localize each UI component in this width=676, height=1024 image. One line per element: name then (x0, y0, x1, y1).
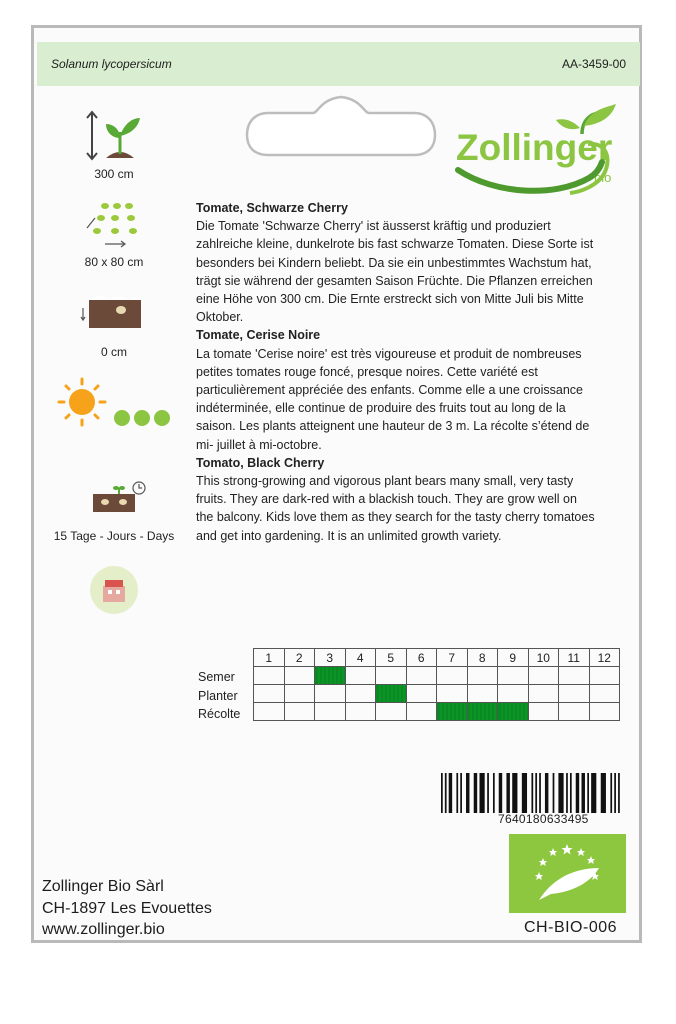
barcode-bar (499, 773, 502, 813)
height-icon (84, 110, 144, 162)
description-line: Oktober. (196, 310, 244, 325)
company-name: Zollinger Bio Sàrl (42, 878, 164, 895)
calendar-cell (345, 703, 376, 721)
calendar-cell (437, 685, 468, 703)
calendar-cell (559, 685, 590, 703)
eu-organic-logo (509, 834, 626, 913)
barcode-bar (512, 773, 517, 813)
calendar-month-8: 8 (467, 649, 498, 667)
children-badge-icon (88, 564, 140, 616)
sun-icon (56, 376, 108, 428)
variety-descriptions (196, 199, 616, 545)
calendar-cell (559, 703, 590, 721)
depth-block (34, 290, 194, 359)
description-line: petites tomates rouge foncé, presque noires. Cette variété est (196, 364, 538, 379)
barcode-bar (506, 773, 509, 813)
company-info (42, 876, 212, 941)
description-line: mi- juillet à mi-octobre. (196, 437, 322, 452)
calendar-cell (559, 667, 590, 685)
sun-level-icon (112, 408, 172, 428)
description-line: fruits. They are dark-red with a blackish touch. They are grow well on (196, 492, 577, 507)
calendar-month-10: 10 (528, 649, 559, 667)
description-line: This strong-growing and vigorous plant bears many small, very tasty (196, 474, 574, 489)
barcode-bar (522, 773, 527, 813)
barcode-bar (479, 773, 484, 813)
germination-icon (79, 480, 149, 516)
sowing-calendar (253, 648, 620, 721)
calendar-month-7: 7 (437, 649, 468, 667)
calendar-cell (467, 685, 498, 703)
calendar-month-6: 6 (406, 649, 437, 667)
barcode-bar (618, 773, 620, 813)
calendar-cell (406, 703, 437, 721)
calendar-month-1: 1 (254, 649, 285, 667)
calendar-cell (254, 667, 285, 685)
calendar-header-row (254, 649, 620, 667)
eu-organic-leaf-icon (509, 834, 626, 913)
calendar-month-11: 11 (559, 649, 590, 667)
barcode-bar (610, 773, 612, 813)
header-bar (37, 42, 640, 86)
barcode-bar (601, 773, 606, 813)
germination-label: 15 Tage - Jours - Days (53, 529, 175, 543)
calendar-cell (406, 667, 437, 685)
company-website[interactable]: www.zollinger.bio (42, 921, 165, 938)
calendar-cell (498, 685, 529, 703)
calendar-month-5: 5 (376, 649, 407, 667)
calendar-cell (284, 703, 315, 721)
hang-hole (243, 93, 439, 157)
barcode-bar (487, 773, 489, 813)
description-line: particulièrement appréciée des enfants. Comme elle a une croissance (196, 383, 584, 398)
calendar-month-9: 9 (498, 649, 529, 667)
description-line: indéterminée, elle continue de produire des fruits tout au long de la (196, 401, 566, 416)
description-title-en: Tomato, Black Cherry (196, 455, 325, 470)
barcode-bar (445, 773, 447, 813)
barcode-bar (566, 773, 568, 813)
barcode-bar (539, 773, 541, 813)
calendar-label-semer: Semer (198, 670, 235, 684)
calendar-cell-active (498, 703, 529, 721)
bio-certification-code: CH-BIO-006 (524, 919, 618, 936)
calendar-cell (589, 703, 620, 721)
barcode-bar (591, 773, 596, 813)
germination-block (34, 480, 194, 543)
calendar-month-4: 4 (345, 649, 376, 667)
calendar-month-2: 2 (284, 649, 315, 667)
seed-packet-back (31, 25, 642, 943)
latin-name: Solanum lycopersicum (51, 57, 172, 71)
calendar-cell (376, 703, 407, 721)
barcode-bar (582, 773, 585, 813)
description-line: besonders bei Kindern beliebt. Da sie ein unbestimmtes Wachstum hat, (196, 255, 592, 270)
article-number: AA-3459-00 (561, 57, 626, 71)
barcode-bar (466, 773, 469, 813)
calendar-cell (528, 703, 559, 721)
calendar-row (254, 667, 620, 685)
description-line: saison. Les plants atteignent une hauteur de 3 m. La récolte s’étend de (196, 419, 590, 434)
calendar-cell (528, 685, 559, 703)
barcode-bar (553, 773, 555, 813)
calendar-cell (315, 685, 346, 703)
calendar-cell-active (315, 667, 346, 685)
spacing-icon (79, 198, 149, 250)
calendar-cell (437, 667, 468, 685)
spacing-block (34, 198, 194, 269)
calendar-cell-active (467, 703, 498, 721)
description-line: La tomate 'Cerise noire' est très vigoureuse et produit de nombreuses (196, 346, 582, 361)
description-title-fr: Tomate, Cerise Noire (196, 328, 321, 343)
description-line: trägt sie während der gesamten Saison Früchte. Die Pflanzen erreichen (196, 273, 593, 288)
barcode-bar (474, 773, 477, 813)
height-block (34, 110, 194, 181)
calendar-cell (467, 667, 498, 685)
calendar-month-12: 12 (589, 649, 620, 667)
description-title-de: Tomate, Schwarze Cherry (196, 201, 348, 215)
barcode-bar (587, 773, 589, 813)
barcode-bar (576, 773, 579, 813)
calendar-cell (406, 685, 437, 703)
calendar-cell (589, 685, 620, 703)
calendar-cell (498, 667, 529, 685)
calendar-cell-active (376, 685, 407, 703)
barcode-bar (460, 773, 462, 813)
barcode-number: 7640180633495 (498, 812, 589, 826)
calendar-label-recolte: Récolte (198, 707, 241, 721)
calendar-cell (315, 703, 346, 721)
depth-label: 0 cm (100, 345, 127, 359)
barcode-bar (614, 773, 616, 813)
zollinger-logo (454, 98, 640, 210)
description-line: the balcony. Kids love them as they search for the tasty cherry tomatoes (196, 510, 595, 525)
calendar-row (254, 703, 620, 721)
height-label: 300 cm (94, 167, 134, 181)
calendar-cell (254, 685, 285, 703)
barcode (441, 773, 620, 813)
calendar-cell (345, 685, 376, 703)
barcode-bar (545, 773, 548, 813)
barcode-bar (570, 773, 572, 813)
children-badge-block (34, 564, 194, 621)
sowing-depth-icon (79, 290, 149, 340)
calendar-cell (376, 667, 407, 685)
calendar-cell (254, 703, 285, 721)
logo-bio: bio (594, 170, 612, 185)
calendar-label-planter: Planter (198, 688, 238, 703)
company-address: CH-1897 Les Evouettes (42, 899, 212, 917)
description-line: and get into gardening. It is an unlimited growth variety. (196, 528, 502, 543)
calendar-cell-active (437, 703, 468, 721)
calendar-cell (528, 667, 559, 685)
sun-block (34, 376, 194, 433)
description-line: Die Tomate 'Schwarze Cherry' ist äusserst kräftig und produziert (196, 219, 551, 234)
barcode-bar (449, 773, 452, 813)
calendar-row (254, 685, 620, 703)
barcode-bar (531, 773, 533, 813)
barcode-bar (558, 773, 563, 813)
barcode-bar (441, 773, 443, 813)
calendar-month-3: 3 (315, 649, 346, 667)
barcode-bar (456, 773, 458, 813)
spacing-label: 80 x 80 cm (84, 255, 144, 269)
logo-wordmark: Zollinger (456, 127, 613, 168)
calendar-cell (589, 667, 620, 685)
calendar-cell (345, 667, 376, 685)
calendar-cell (284, 667, 315, 685)
barcode-bar (535, 773, 537, 813)
barcode-bar (493, 773, 495, 813)
calendar-row-labels (198, 668, 240, 724)
description-line: eine Höhe von 300 cm. Die Ernte erstreckt sich von Mitte Juli bis Mitte (196, 292, 584, 307)
calendar-cell (284, 685, 315, 703)
description-line: zahlreiche kleine, dunkelrote bis fast schwarze Tomaten. Diese Sorte ist (196, 237, 594, 252)
